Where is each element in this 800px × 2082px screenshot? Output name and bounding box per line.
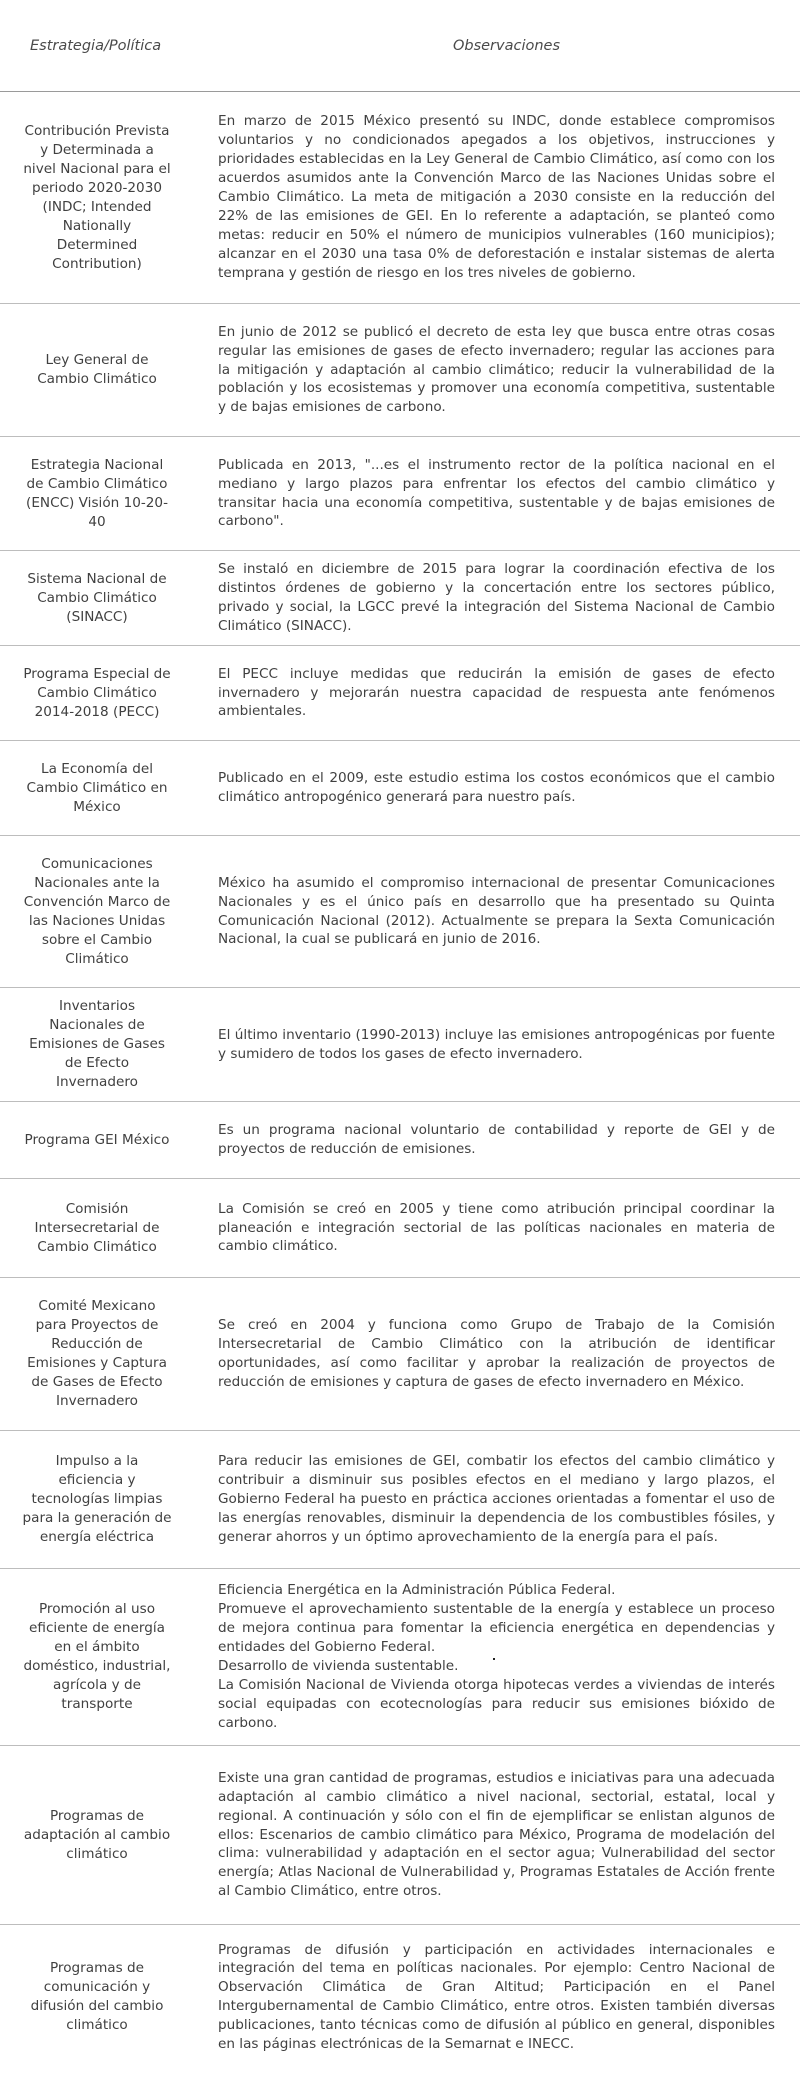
strategy-name: Sistema Nacional de Cambio Climático (SINACC) (0, 551, 194, 646)
strategy-name: Comunicaciones Nacionales ante la Convención Marco de las Naciones Unidas sobre el Cambio Climático (0, 836, 194, 988)
strategy-name: Estrategia Nacional de Cambio Climático (ENCC) Visión 10-20-40 (0, 437, 194, 551)
stray-dot (493, 1658, 495, 1660)
strategy-name: Programa GEI México (0, 1102, 194, 1179)
strategy-name: Comisión Intersecretarial de Cambio Climático (0, 1179, 194, 1278)
strategy-name: Inventarios Nacionales de Emisiones de Gases de Efecto Invernadero (0, 988, 194, 1102)
observation-line: Desarrollo de vivienda sustentable. (218, 1658, 459, 1674)
table-row (0, 92, 800, 304)
observation-line: La Comisión Nacional de Vivienda otorga hipotecas verdes a viviendas de interés social equipadas con ecotecnologías para reducir sus emisiones bióxido de carbono. (218, 1676, 775, 1731)
strategy-observation: En junio de 2012 se publicó el decreto de esta ley que busca entre otras cosas regular las emisiones de gases de efecto invernadero; regular las acciones para la mitigación y adaptación al cambio climático; reducir la vulnerabilidad de la población y los ecosistemas y promover una economía competitiva, sustentable y de bajas emisiones de carbono. (194, 304, 800, 437)
table-row (0, 988, 800, 1102)
column-header-observations: Observaciones (194, 0, 800, 92)
table-row (0, 1569, 800, 1746)
table-row (0, 1278, 800, 1431)
strategy-name: Promoción al uso eficiente de energía en el ámbito doméstico, industrial, agrícola y de transporte (0, 1569, 194, 1746)
strategy-observation: La Comisión se creó en 2005 y tiene como atribución principal coordinar la planeación e integración sectorial de las políticas nacionales en materia de cambio climático. (194, 1179, 800, 1278)
table-body (0, 92, 800, 2070)
strategy-observation (194, 1569, 800, 1746)
strategy-name: Programas de comunicación y difusión del cambio climático (30, 1960, 164, 2034)
strategy-observation: Para reducir las emisiones de GEI, combatir los efectos del cambio climático y contribuir a disminuir sus posibles efectos en el mediano y largo plazos, el Gobierno Federal ha puesto en práctica acciones orientadas a fomentar el uso de las energías renovables, disminuir la dependencia de los combustibles fósiles, y generar ahorros y un óptimo aprovechamiento de la energía para el país. (194, 1431, 800, 1569)
column-header-strategy: Estrategia/Política (0, 0, 194, 92)
strategy-observation: En marzo de 2015 México presentó su INDC, donde establece compromisos voluntarios y no condicionados apegados a los objetivos, instrucciones y prioridades establecidas en la Ley General de Cambio Climático, así como con los acuerdos asumidos ante la Convención Marco de las Naciones Unidas sobre el Cambio Climático. La meta de mitigación a 2030 consiste en la reducción del 22% de las emisiones de GEI. En lo referente a adaptación, se planteó como metas: reducir en 50% el número de municipios vulnerables (160 municipios); alcanzar en el 2030 una tasa 0% de deforestación e instalar sistemas de alerta temprana y gestión de riesgo en los tres niveles de gobierno. (194, 92, 800, 304)
strategy-observation: Publicado en el 2009, este estudio estima los costos económicos que el cambio climático antropogénico generará para nuestro país. (194, 741, 800, 836)
strategy-observation: Existe una gran cantidad de programas, estudios e iniciativas para una adecuada adaptación al cambio climático a nivel nacional, sectorial, estatal, local y regional. A continuación y sólo con el fin de ejemplificar se enlistan algunos de ellos: Escenarios de cambio climático para México, Programa de modelación del clima: vulnerabilidad y adaptación en el sector agua; Vulnerabilidad del sector energía; Atlas Nacional de Vulnerabilidad y, Programas Estatales de Acción frente al Cambio Climático, entre otros. (194, 1746, 800, 1925)
table-row (0, 1102, 800, 1179)
strategy-observation: El PECC incluye medidas que reducirán la emisión de gases de efecto invernadero y mejorarán nuestra capacidad de respuesta ante fenómenos ambientales. (194, 646, 800, 741)
strategy-observation: Se instaló en diciembre de 2015 para lograr la coordinación efectiva de los distintos órdenes de gobierno y la concertación entre los sectores público, privado y social, la LGCC prevé la integración del Sistema Nacional de Cambio Climático (SINACC). (194, 551, 800, 646)
table-row (0, 304, 800, 437)
table-row (0, 1431, 800, 1569)
strategy-observation: Es un programa nacional voluntario de contabilidad y reporte de GEI y de proyectos de reducción de emisiones. (194, 1102, 800, 1179)
strategy-observation: México ha asumido el compromiso internacional de presentar Comunicaciones Nacionales y es el único país en desarrollo que ha presentado su Quinta Comunicación Nacional (2012). Actualmente se prepara la Sexta Comunicación Nacional, la cual se publicará en junio de 2016. (194, 836, 800, 988)
table-row (0, 1179, 800, 1278)
strategy-observation: Programas de difusión y participación en actividades internacionales e integración del tema en políticas nacionales. Por ejemplo: Centro Nacional de Observación Climática de Gran Altitud; Participación en el Panel Intergubernamental de Cambio Climático, entre otros. Existen también diversas publicaciones, tanto técnicas como de difusión al público en general, disponibles en las páginas electrónicas de la Semarnat e INECC. (218, 1941, 775, 2053)
observation-line: Eficiencia Energética en la Administración Pública Federal. (218, 1582, 616, 1599)
table-row (0, 551, 800, 646)
table-row (0, 836, 800, 988)
strategy-observation: El último inventario (1990-2013) incluye las emisiones antropogénicas por fuente y sumidero de todos los gases de efecto invernadero. (194, 988, 800, 1102)
table-header (0, 0, 800, 92)
table-row (0, 646, 800, 741)
table-row (0, 437, 800, 551)
strategy-name: Programas de adaptación al cambio climático (0, 1746, 194, 1925)
table-row (0, 741, 800, 836)
strategy-name: Impulso a la eficiencia y tecnologías limpias para la generación de energía eléctrica (0, 1431, 194, 1569)
strategy-name: Programa Especial de Cambio Climático 2014-2018 (PECC) (0, 646, 194, 741)
strategy-name: Contribución Prevista y Determinada a nivel Nacional para el periodo 2020-2030 (INDC; Intended Nationally Determined Contribution) (0, 92, 194, 304)
observation-line: Promueve el aprovechamiento sustentable de la energía y establece un proceso de mejora continua para fomentar la eficiencia energética en dependencias y entidades del Gobierno Federal. (218, 1601, 775, 1656)
strategy-name: La Economía del Cambio Climático en México (0, 741, 194, 836)
table-row (0, 1925, 800, 2070)
strategy-name: Comité Mexicano para Proyectos de Reducción de Emisiones y Captura de Gases de Efecto Invernadero (0, 1278, 194, 1431)
strategy-observation: Se creó en 2004 y funciona como Grupo de Trabajo de la Comisión Intersecretarial de Cambio Climático con la atribución de identificar oportunidades, así como facilitar y aprobar la realización de proyectos de reducción de emisiones y captura de gases de efecto invernadero en México. (194, 1278, 800, 1431)
strategy-observation: Publicada en 2013, "...es el instrumento rector de la política nacional en el mediano y largo plazos para enfrentar los efectos del cambio climático y transitar hacia una economía competitiva, sustentable y de bajas emisiones de carbono". (194, 437, 800, 551)
strategy-name: Ley General de Cambio Climático (0, 304, 194, 437)
table-row (0, 1746, 800, 1925)
